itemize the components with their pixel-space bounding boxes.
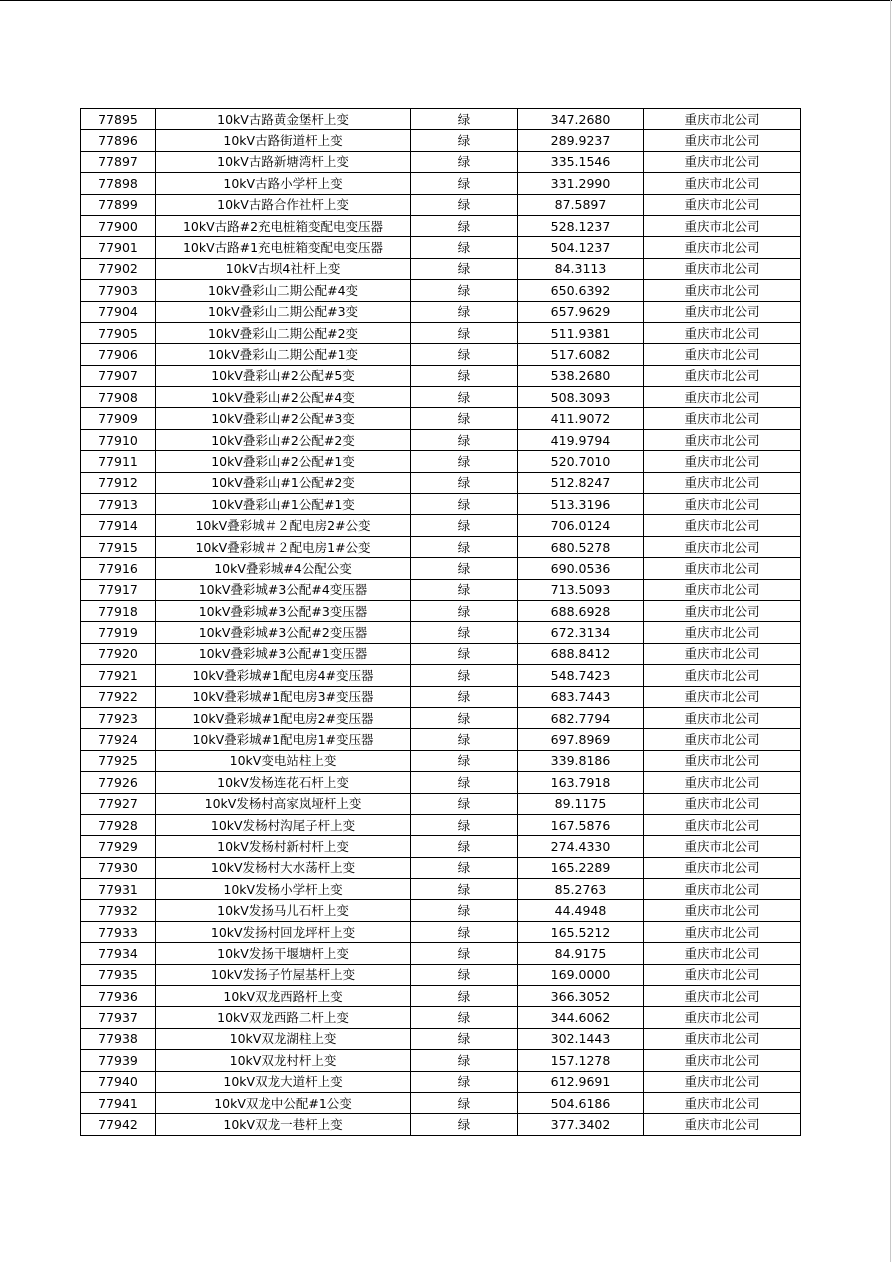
company-cell: 重庆市北公司 (644, 600, 801, 621)
row-id-cell: 77895 (81, 109, 156, 130)
table-row (81, 879, 801, 900)
table-row (81, 365, 801, 386)
value-cell: 504.1237 (518, 237, 644, 258)
value-cell: 366.3052 (518, 986, 644, 1007)
table-row (81, 408, 801, 429)
status-color-cell: 绿 (411, 665, 518, 686)
row-id-cell: 77904 (81, 301, 156, 322)
row-id-cell: 77913 (81, 494, 156, 515)
status-color-cell: 绿 (411, 451, 518, 472)
table-row (81, 772, 801, 793)
value-cell: 538.2680 (518, 365, 644, 386)
table-row (81, 558, 801, 579)
value-cell: 84.3113 (518, 258, 644, 279)
row-id-cell: 77936 (81, 986, 156, 1007)
row-id-cell: 77941 (81, 1092, 156, 1113)
company-cell: 重庆市北公司 (644, 387, 801, 408)
row-id-cell: 77896 (81, 130, 156, 151)
value-cell: 377.3402 (518, 1114, 644, 1135)
status-color-cell: 绿 (411, 686, 518, 707)
value-cell: 339.8186 (518, 750, 644, 771)
company-cell: 重庆市北公司 (644, 280, 801, 301)
table-row (81, 344, 801, 365)
row-id-cell: 77899 (81, 194, 156, 215)
row-id-cell: 77912 (81, 472, 156, 493)
table-row (81, 109, 801, 130)
equipment-name-cell: 10kV发杨村大水荡杆上变 (156, 857, 411, 878)
equipment-name-cell: 10kV双龙一巷杆上变 (156, 1114, 411, 1135)
status-color-cell: 绿 (411, 729, 518, 750)
table-row (81, 258, 801, 279)
row-id-cell: 77937 (81, 1007, 156, 1028)
table-row (81, 280, 801, 301)
status-color-cell: 绿 (411, 772, 518, 793)
row-id-cell: 77938 (81, 1028, 156, 1049)
row-id-cell: 77920 (81, 643, 156, 664)
equipment-name-cell: 10kV叠彩山#2公配#5变 (156, 365, 411, 386)
company-cell: 重庆市北公司 (644, 536, 801, 557)
company-cell: 重庆市北公司 (644, 879, 801, 900)
row-id-cell: 77930 (81, 857, 156, 878)
status-color-cell: 绿 (411, 130, 518, 151)
row-id-cell: 77907 (81, 365, 156, 386)
company-cell: 重庆市北公司 (644, 408, 801, 429)
equipment-name-cell: 10kV叠彩山二期公配#4变 (156, 280, 411, 301)
status-color-cell: 绿 (411, 301, 518, 322)
table-row (81, 515, 801, 536)
company-cell: 重庆市北公司 (644, 130, 801, 151)
table-row (81, 793, 801, 814)
row-id-cell: 77906 (81, 344, 156, 365)
company-cell: 重庆市北公司 (644, 1028, 801, 1049)
company-cell: 重庆市北公司 (644, 173, 801, 194)
table-row (81, 151, 801, 172)
status-color-cell: 绿 (411, 215, 518, 236)
company-cell: 重庆市北公司 (644, 215, 801, 236)
equipment-name-cell: 10kV古路黄金堡杆上变 (156, 109, 411, 130)
company-cell: 重庆市北公司 (644, 750, 801, 771)
status-color-cell: 绿 (411, 879, 518, 900)
data-table (80, 108, 801, 1136)
table-row (81, 237, 801, 258)
company-cell: 重庆市北公司 (644, 772, 801, 793)
equipment-name-cell: 10kV古路#1充电桩箱变配电变压器 (156, 237, 411, 258)
status-color-cell: 绿 (411, 750, 518, 771)
status-color-cell: 绿 (411, 857, 518, 878)
row-id-cell: 77934 (81, 943, 156, 964)
status-color-cell: 绿 (411, 237, 518, 258)
value-cell: 302.1443 (518, 1028, 644, 1049)
company-cell: 重庆市北公司 (644, 814, 801, 835)
row-id-cell: 77919 (81, 622, 156, 643)
value-cell: 688.6928 (518, 600, 644, 621)
equipment-name-cell: 10kV古路街道杆上变 (156, 130, 411, 151)
table-row (81, 986, 801, 1007)
equipment-name-cell: 10kV叠彩城#1配电房2#变压器 (156, 707, 411, 728)
status-color-cell: 绿 (411, 365, 518, 386)
status-color-cell: 绿 (411, 536, 518, 557)
table-row (81, 536, 801, 557)
value-cell: 528.1237 (518, 215, 644, 236)
equipment-name-cell: 10kV双龙湖柱上变 (156, 1028, 411, 1049)
status-color-cell: 绿 (411, 986, 518, 1007)
table-row (81, 1092, 801, 1113)
company-cell: 重庆市北公司 (644, 344, 801, 365)
table-row (81, 900, 801, 921)
value-cell: 508.3093 (518, 387, 644, 408)
value-cell: 511.9381 (518, 322, 644, 343)
value-cell: 688.8412 (518, 643, 644, 664)
table-row (81, 387, 801, 408)
row-id-cell: 77902 (81, 258, 156, 279)
table-row (81, 707, 801, 728)
status-color-cell: 绿 (411, 344, 518, 365)
value-cell: 697.8969 (518, 729, 644, 750)
page-top-border (0, 0, 892, 1)
equipment-name-cell: 10kV发扬马儿石杆上变 (156, 900, 411, 921)
value-cell: 411.9072 (518, 408, 644, 429)
company-cell: 重庆市北公司 (644, 1114, 801, 1135)
equipment-name-cell: 10kV叠彩城#3公配#3变压器 (156, 600, 411, 621)
company-cell: 重庆市北公司 (644, 451, 801, 472)
status-color-cell: 绿 (411, 943, 518, 964)
equipment-name-cell: 10kV双龙西路二杆上变 (156, 1007, 411, 1028)
status-color-cell: 绿 (411, 921, 518, 942)
value-cell: 513.3196 (518, 494, 644, 515)
status-color-cell: 绿 (411, 1050, 518, 1071)
row-id-cell: 77914 (81, 515, 156, 536)
row-id-cell: 77923 (81, 707, 156, 728)
company-cell: 重庆市北公司 (644, 558, 801, 579)
table-row (81, 1071, 801, 1092)
status-color-cell: 绿 (411, 643, 518, 664)
equipment-name-cell: 10kV发杨连花石杆上变 (156, 772, 411, 793)
status-color-cell: 绿 (411, 515, 518, 536)
value-cell: 89.1175 (518, 793, 644, 814)
row-id-cell: 77918 (81, 600, 156, 621)
equipment-name-cell: 10kV双龙大道杆上变 (156, 1071, 411, 1092)
value-cell: 167.5876 (518, 814, 644, 835)
value-cell: 44.4948 (518, 900, 644, 921)
status-color-cell: 绿 (411, 472, 518, 493)
table-row (81, 943, 801, 964)
value-cell: 344.6062 (518, 1007, 644, 1028)
company-cell: 重庆市北公司 (644, 964, 801, 985)
row-id-cell: 77897 (81, 151, 156, 172)
company-cell: 重庆市北公司 (644, 686, 801, 707)
value-cell: 612.9691 (518, 1071, 644, 1092)
equipment-name-cell: 10kV叠彩山#2公配#2变 (156, 429, 411, 450)
status-color-cell: 绿 (411, 707, 518, 728)
status-color-cell: 绿 (411, 622, 518, 643)
status-color-cell: 绿 (411, 1071, 518, 1092)
company-cell: 重庆市北公司 (644, 665, 801, 686)
equipment-name-cell: 10kV叠彩城＃２配电房1#公变 (156, 536, 411, 557)
equipment-name-cell: 10kV叠彩山#2公配#4变 (156, 387, 411, 408)
company-cell: 重庆市北公司 (644, 258, 801, 279)
row-id-cell: 77903 (81, 280, 156, 301)
value-cell: 517.6082 (518, 344, 644, 365)
row-id-cell: 77905 (81, 322, 156, 343)
row-id-cell: 77916 (81, 558, 156, 579)
status-color-cell: 绿 (411, 836, 518, 857)
row-id-cell: 77908 (81, 387, 156, 408)
equipment-name-cell: 10kV双龙中公配#1公变 (156, 1092, 411, 1113)
equipment-name-cell: 10kV古路#2充电桩箱变配电变压器 (156, 215, 411, 236)
value-cell: 347.2680 (518, 109, 644, 130)
row-id-cell: 77927 (81, 793, 156, 814)
company-cell: 重庆市北公司 (644, 707, 801, 728)
company-cell: 重庆市北公司 (644, 1007, 801, 1028)
value-cell: 520.7010 (518, 451, 644, 472)
company-cell: 重庆市北公司 (644, 729, 801, 750)
table-row (81, 643, 801, 664)
value-cell: 713.5093 (518, 579, 644, 600)
company-cell: 重庆市北公司 (644, 472, 801, 493)
table-row (81, 301, 801, 322)
company-cell: 重庆市北公司 (644, 900, 801, 921)
row-id-cell: 77929 (81, 836, 156, 857)
table-row (81, 1007, 801, 1028)
page-right-border (890, 0, 891, 1262)
table-row (81, 173, 801, 194)
equipment-name-cell: 10kV叠彩城#3公配#2变压器 (156, 622, 411, 643)
equipment-name-cell: 10kV叠彩城#1配电房4#变压器 (156, 665, 411, 686)
value-cell: 683.7443 (518, 686, 644, 707)
table-row (81, 665, 801, 686)
company-cell: 重庆市北公司 (644, 793, 801, 814)
table-row (81, 729, 801, 750)
equipment-name-cell: 10kV叠彩城#1配电房1#变压器 (156, 729, 411, 750)
row-id-cell: 77925 (81, 750, 156, 771)
value-cell: 335.1546 (518, 151, 644, 172)
equipment-name-cell: 10kV叠彩山#2公配#3变 (156, 408, 411, 429)
company-cell: 重庆市北公司 (644, 237, 801, 258)
status-color-cell: 绿 (411, 600, 518, 621)
row-id-cell: 77939 (81, 1050, 156, 1071)
company-cell: 重庆市北公司 (644, 494, 801, 515)
row-id-cell: 77898 (81, 173, 156, 194)
company-cell: 重庆市北公司 (644, 322, 801, 343)
equipment-name-cell: 10kV叠彩山二期公配#2变 (156, 322, 411, 343)
company-cell: 重庆市北公司 (644, 151, 801, 172)
status-color-cell: 绿 (411, 173, 518, 194)
row-id-cell: 77910 (81, 429, 156, 450)
status-color-cell: 绿 (411, 964, 518, 985)
equipment-name-cell: 10kV双龙西路杆上变 (156, 986, 411, 1007)
company-cell: 重庆市北公司 (644, 986, 801, 1007)
value-cell: 289.9237 (518, 130, 644, 151)
equipment-name-cell: 10kV叠彩城#4公配公变 (156, 558, 411, 579)
value-cell: 657.9629 (518, 301, 644, 322)
table-row (81, 451, 801, 472)
value-cell: 504.6186 (518, 1092, 644, 1113)
status-color-cell: 绿 (411, 558, 518, 579)
company-cell: 重庆市北公司 (644, 1092, 801, 1113)
value-cell: 548.7423 (518, 665, 644, 686)
status-color-cell: 绿 (411, 1114, 518, 1135)
equipment-name-cell: 10kV古坝4社杆上变 (156, 258, 411, 279)
status-color-cell: 绿 (411, 322, 518, 343)
table-row (81, 686, 801, 707)
status-color-cell: 绿 (411, 900, 518, 921)
status-color-cell: 绿 (411, 387, 518, 408)
equipment-name-cell: 10kV双龙村杆上变 (156, 1050, 411, 1071)
table-row (81, 622, 801, 643)
equipment-name-cell: 10kV发扬干堰塘杆上变 (156, 943, 411, 964)
value-cell: 682.7794 (518, 707, 644, 728)
value-cell: 706.0124 (518, 515, 644, 536)
equipment-name-cell: 10kV叠彩城＃２配电房2#公变 (156, 515, 411, 536)
table-row (81, 964, 801, 985)
table-row (81, 579, 801, 600)
row-id-cell: 77924 (81, 729, 156, 750)
equipment-name-cell: 10kV古路合作社杆上变 (156, 194, 411, 215)
value-cell: 165.5212 (518, 921, 644, 942)
row-id-cell: 77933 (81, 921, 156, 942)
value-cell: 274.4330 (518, 836, 644, 857)
value-cell: 163.7918 (518, 772, 644, 793)
company-cell: 重庆市北公司 (644, 194, 801, 215)
equipment-name-cell: 10kV变电站柱上变 (156, 750, 411, 771)
value-cell: 690.0536 (518, 558, 644, 579)
equipment-name-cell: 10kV叠彩城#3公配#4变压器 (156, 579, 411, 600)
status-color-cell: 绿 (411, 408, 518, 429)
value-cell: 165.2289 (518, 857, 644, 878)
row-id-cell: 77926 (81, 772, 156, 793)
equipment-name-cell: 10kV发杨村新村杆上变 (156, 836, 411, 857)
equipment-name-cell: 10kV古路新塘湾杆上变 (156, 151, 411, 172)
table-row (81, 429, 801, 450)
row-id-cell: 77931 (81, 879, 156, 900)
equipment-name-cell: 10kV发扬村回龙坪杆上变 (156, 921, 411, 942)
company-cell: 重庆市北公司 (644, 365, 801, 386)
value-cell: 331.2990 (518, 173, 644, 194)
status-color-cell: 绿 (411, 579, 518, 600)
company-cell: 重庆市北公司 (644, 622, 801, 643)
company-cell: 重庆市北公司 (644, 515, 801, 536)
row-id-cell: 77917 (81, 579, 156, 600)
equipment-name-cell: 10kV发杨村沟尾子杆上变 (156, 814, 411, 835)
table-row (81, 494, 801, 515)
company-cell: 重庆市北公司 (644, 1071, 801, 1092)
company-cell: 重庆市北公司 (644, 579, 801, 600)
company-cell: 重庆市北公司 (644, 109, 801, 130)
value-cell: 680.5278 (518, 536, 644, 557)
row-id-cell: 77928 (81, 814, 156, 835)
row-id-cell: 77915 (81, 536, 156, 557)
row-id-cell: 77901 (81, 237, 156, 258)
status-color-cell: 绿 (411, 1007, 518, 1028)
company-cell: 重庆市北公司 (644, 429, 801, 450)
value-cell: 512.8247 (518, 472, 644, 493)
table-row (81, 1114, 801, 1135)
status-color-cell: 绿 (411, 194, 518, 215)
company-cell: 重庆市北公司 (644, 921, 801, 942)
equipment-name-cell: 10kV发杨村高家岚垭杆上变 (156, 793, 411, 814)
status-color-cell: 绿 (411, 793, 518, 814)
table-row (81, 1050, 801, 1071)
row-id-cell: 77942 (81, 1114, 156, 1135)
status-color-cell: 绿 (411, 151, 518, 172)
company-cell: 重庆市北公司 (644, 643, 801, 664)
company-cell: 重庆市北公司 (644, 943, 801, 964)
table-row (81, 215, 801, 236)
company-cell: 重庆市北公司 (644, 836, 801, 857)
table-row (81, 600, 801, 621)
row-id-cell: 77900 (81, 215, 156, 236)
table-row (81, 472, 801, 493)
status-color-cell: 绿 (411, 429, 518, 450)
row-id-cell: 77921 (81, 665, 156, 686)
row-id-cell: 77911 (81, 451, 156, 472)
equipment-name-cell: 10kV叠彩山#1公配#1变 (156, 494, 411, 515)
equipment-name-cell: 10kV叠彩山#2公配#1变 (156, 451, 411, 472)
status-color-cell: 绿 (411, 1092, 518, 1113)
table-row (81, 750, 801, 771)
status-color-cell: 绿 (411, 258, 518, 279)
company-cell: 重庆市北公司 (644, 301, 801, 322)
value-cell: 650.6392 (518, 280, 644, 301)
equipment-name-cell: 10kV叠彩山二期公配#1变 (156, 344, 411, 365)
equipment-name-cell: 10kV叠彩城#3公配#1变压器 (156, 643, 411, 664)
status-color-cell: 绿 (411, 814, 518, 835)
value-cell: 87.5897 (518, 194, 644, 215)
status-color-cell: 绿 (411, 494, 518, 515)
equipment-name-cell: 10kV叠彩山二期公配#3变 (156, 301, 411, 322)
value-cell: 419.9794 (518, 429, 644, 450)
table-row (81, 836, 801, 857)
value-cell: 84.9175 (518, 943, 644, 964)
status-color-cell: 绿 (411, 1028, 518, 1049)
table-row (81, 814, 801, 835)
table-row (81, 130, 801, 151)
row-id-cell: 77932 (81, 900, 156, 921)
row-id-cell: 77909 (81, 408, 156, 429)
table-row (81, 1028, 801, 1049)
table-row (81, 322, 801, 343)
table-row (81, 194, 801, 215)
equipment-name-cell: 10kV古路小学杆上变 (156, 173, 411, 194)
row-id-cell: 77940 (81, 1071, 156, 1092)
table-row (81, 857, 801, 878)
value-cell: 157.1278 (518, 1050, 644, 1071)
equipment-name-cell: 10kV发扬子竹屋基杆上变 (156, 964, 411, 985)
status-color-cell: 绿 (411, 280, 518, 301)
value-cell: 169.0000 (518, 964, 644, 985)
row-id-cell: 77935 (81, 964, 156, 985)
table-row (81, 921, 801, 942)
equipment-name-cell: 10kV发杨小学杆上变 (156, 879, 411, 900)
status-color-cell: 绿 (411, 109, 518, 130)
value-cell: 672.3134 (518, 622, 644, 643)
equipment-name-cell: 10kV叠彩山#1公配#2变 (156, 472, 411, 493)
row-id-cell: 77922 (81, 686, 156, 707)
table-body (81, 109, 801, 1136)
company-cell: 重庆市北公司 (644, 1050, 801, 1071)
equipment-name-cell: 10kV叠彩城#1配电房3#变压器 (156, 686, 411, 707)
company-cell: 重庆市北公司 (644, 857, 801, 878)
value-cell: 85.2763 (518, 879, 644, 900)
